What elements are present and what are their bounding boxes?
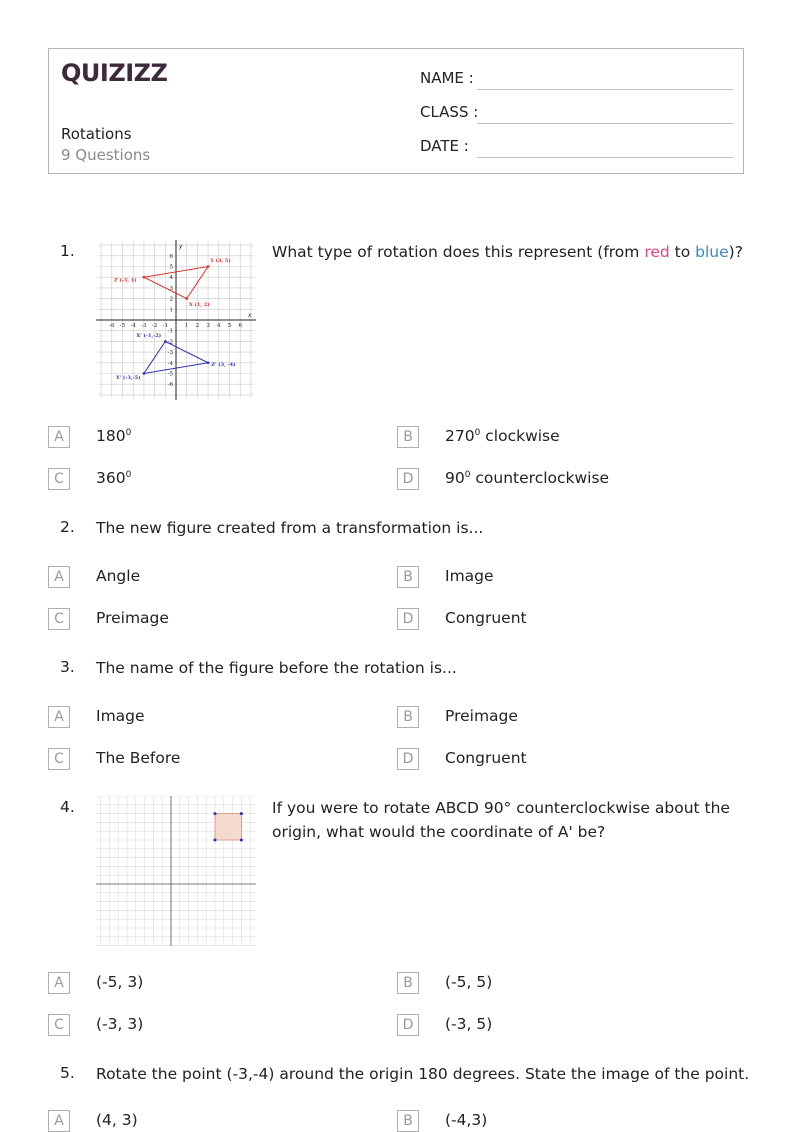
square-vertex: [214, 812, 217, 815]
square-abcd: [215, 814, 241, 840]
option-b-box[interactable]: B: [397, 566, 419, 588]
label-y-prime: Y' (-3,-5): [116, 374, 141, 381]
question-number: 3.: [60, 658, 75, 676]
option-b-text[interactable]: (-5, 5): [445, 973, 493, 991]
option-c-text[interactable]: The Before: [96, 749, 181, 767]
coordinate-grid-triangles: [96, 240, 256, 400]
y-tick-label: -3: [167, 350, 173, 357]
question-text: If you were to rotate ABCD 90° counterclockwise about the origin, what would the coordinate of A' be?: [272, 799, 730, 841]
date-field[interactable]: [477, 157, 733, 158]
rotation-graph-figure: [96, 240, 256, 400]
blue-vertex: [207, 362, 210, 365]
y-tick-label: 4: [169, 275, 173, 282]
option-b-text[interactable]: Image: [445, 567, 494, 585]
square-vertex: [240, 839, 243, 842]
x-tick-label: 2: [195, 323, 200, 329]
coordinate-grid-square: [96, 796, 256, 946]
x-tick-label: -4: [130, 323, 136, 329]
x-tick-label: -3: [141, 323, 147, 329]
red-vertex: [207, 265, 210, 268]
square-vertex: [240, 812, 243, 815]
option-a-box[interactable]: A: [48, 566, 70, 588]
option-d-box[interactable]: D: [397, 468, 419, 490]
x-tick-label: -5: [119, 323, 126, 329]
y-tick-label: -5: [167, 371, 173, 378]
option-d-box[interactable]: D: [397, 748, 419, 770]
question-text: The name of the figure before the rotation is...: [96, 659, 457, 677]
option-c-text[interactable]: (-3, 3): [96, 1015, 144, 1033]
option-c-box[interactable]: C: [48, 748, 70, 770]
y-tick-label: -1: [167, 328, 173, 335]
label-z: Z (-3, 4): [113, 277, 137, 284]
option-a-text[interactable]: $180^0$: [96, 427, 132, 445]
option-b-text[interactable]: (-4,3): [445, 1111, 488, 1129]
question-text: What type of rotation does this represent (from red to blue)?: [272, 243, 743, 261]
option-a-box[interactable]: A: [48, 706, 70, 728]
option-a-text[interactable]: (-5, 3): [96, 973, 144, 991]
option-a-box[interactable]: A: [48, 426, 70, 448]
question-number: 4.: [60, 798, 75, 816]
question-number: 1.: [60, 242, 75, 260]
option-a-box[interactable]: A: [48, 1110, 70, 1132]
x-tick-label: 5: [227, 323, 232, 329]
y-tick-label: 3: [169, 285, 173, 292]
worksheet-title: Rotations: [61, 125, 132, 143]
x-tick-label: -1: [162, 323, 168, 329]
option-d-text[interactable]: (-3, 5): [445, 1015, 493, 1033]
blue-vertex: [143, 372, 146, 375]
y-tick-label: 2: [169, 296, 173, 303]
name-field[interactable]: [477, 89, 733, 90]
question-count: 9 Questions: [61, 146, 151, 164]
option-b-text[interactable]: Preimage: [445, 707, 518, 725]
question-number: 2.: [60, 518, 75, 536]
y-axis-label: y: [179, 243, 183, 250]
class-label: CLASS :: [420, 103, 479, 121]
option-a-text[interactable]: Angle: [96, 567, 141, 585]
y-tick-label: -4: [167, 360, 173, 367]
option-d-box[interactable]: D: [397, 608, 419, 630]
option-d-box[interactable]: D: [397, 1014, 419, 1036]
label-z-prime: Z' (3, -4): [211, 362, 236, 369]
y-tick-label: 5: [169, 264, 173, 271]
worksheet-header: [48, 48, 744, 174]
y-tick-label: -2: [167, 339, 173, 346]
option-b-box[interactable]: B: [397, 426, 419, 448]
y-tick-label: 1: [169, 307, 173, 314]
option-d-text[interactable]: $90^0$ counterclockwise: [445, 469, 610, 487]
option-b-box[interactable]: B: [397, 706, 419, 728]
y-tick-label: -6: [167, 382, 173, 389]
question-number: 5.: [60, 1064, 75, 1082]
label-x-prime: X' (-1,-2): [136, 333, 162, 340]
option-b-box[interactable]: B: [397, 972, 419, 994]
option-a-text[interactable]: (4, 3): [96, 1111, 138, 1129]
quizizz-logo: QUIZIZZ: [61, 59, 168, 87]
question-text: The new figure created from a transformation is...: [96, 519, 484, 537]
option-a-text[interactable]: Image: [96, 707, 145, 725]
x-axis-label: x: [248, 312, 252, 319]
red-vertex: [143, 276, 146, 279]
label-y: Y (3, 5): [210, 258, 231, 265]
option-c-text[interactable]: Preimage: [96, 609, 169, 627]
y-tick-label: 6: [169, 253, 173, 260]
option-b-box[interactable]: B: [397, 1110, 419, 1132]
name-label: NAME :: [420, 69, 474, 87]
option-c-text[interactable]: $360^0$: [96, 469, 132, 487]
x-tick-label: 4: [217, 323, 221, 329]
square-vertex: [214, 839, 217, 842]
x-tick-label: -6: [109, 323, 115, 329]
class-field[interactable]: [477, 123, 733, 124]
option-a-box[interactable]: A: [48, 972, 70, 994]
label-x: X (1, 2): [188, 302, 210, 309]
option-b-text[interactable]: $270^0$ clockwise: [445, 427, 560, 445]
option-c-box[interactable]: C: [48, 1014, 70, 1036]
question-text: Rotate the point (-3,-4) around the origin 180 degrees. State the image of the point.: [96, 1065, 750, 1083]
option-c-box[interactable]: C: [48, 608, 70, 630]
option-d-text[interactable]: Congruent: [445, 609, 527, 627]
x-tick-label: 1: [184, 323, 189, 329]
x-tick-label: 6: [238, 323, 242, 329]
date-label: DATE :: [420, 137, 469, 155]
red-vertex: [185, 297, 188, 300]
x-tick-label: 3: [206, 323, 210, 329]
option-d-text[interactable]: Congruent: [445, 749, 527, 767]
square-graph-figure: [96, 796, 256, 956]
x-tick-label: -2: [151, 323, 158, 329]
blue-vertex: [164, 340, 167, 343]
option-c-box[interactable]: C: [48, 468, 70, 490]
